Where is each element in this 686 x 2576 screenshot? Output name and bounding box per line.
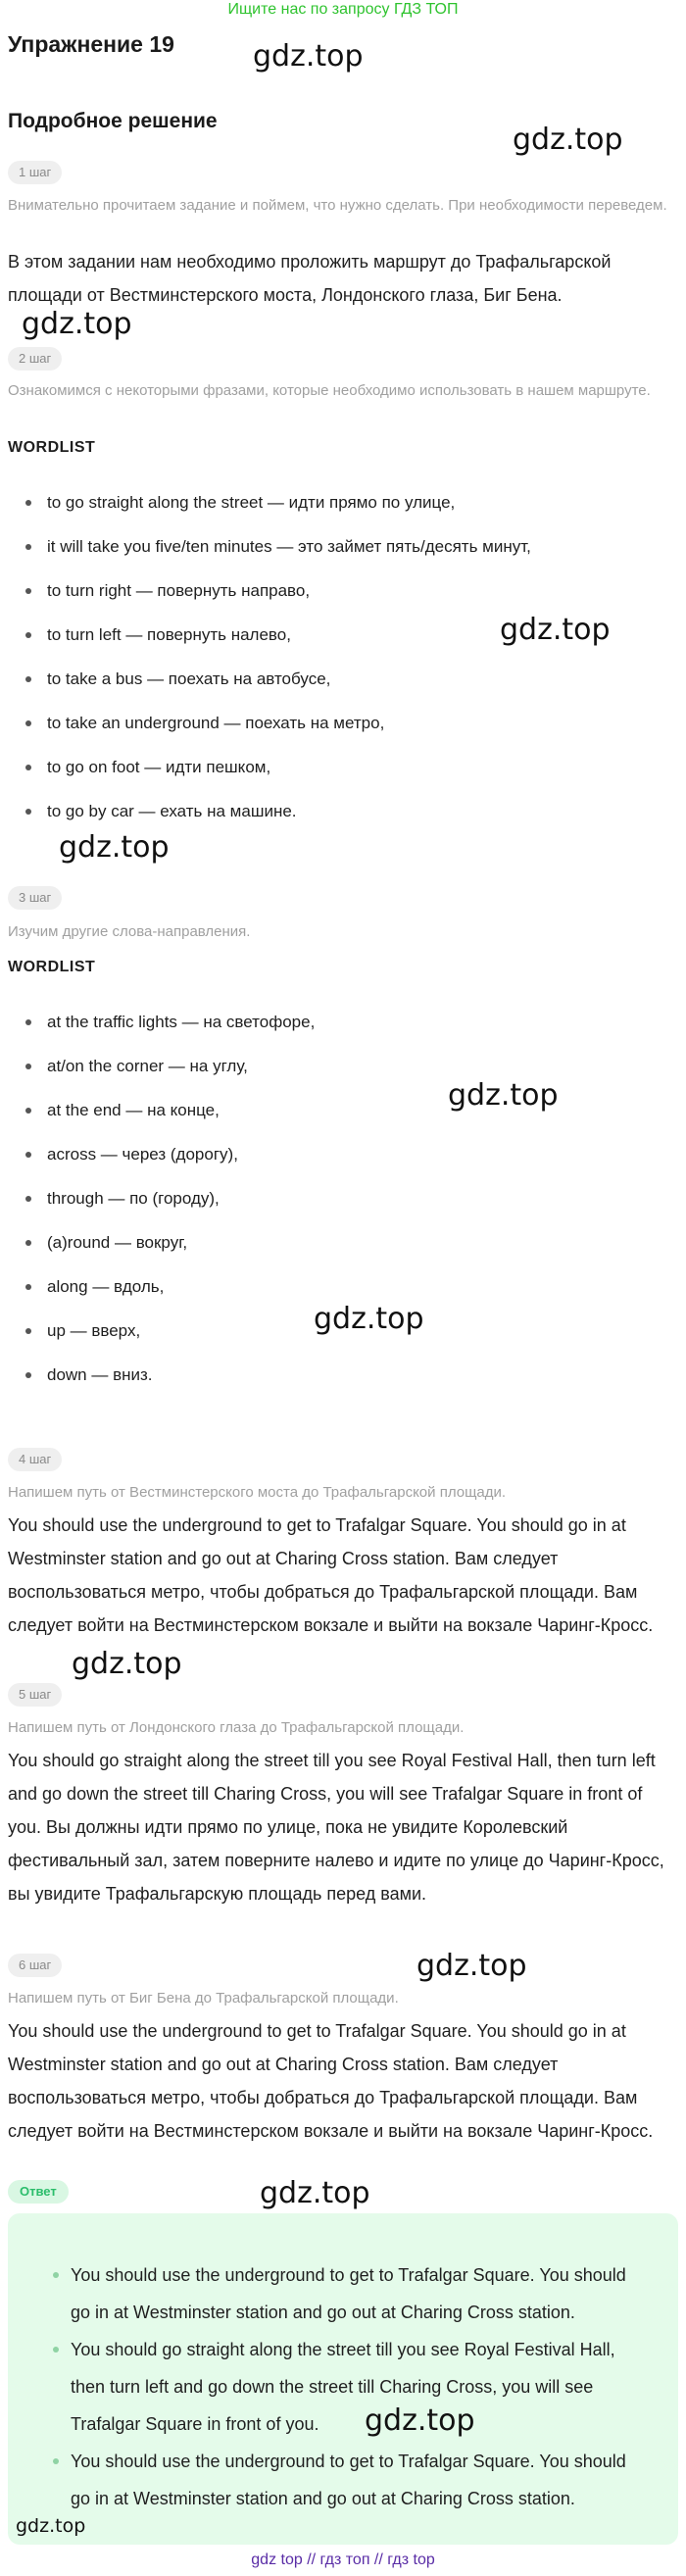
bullet-icon: [53, 2347, 59, 2353]
top-banner: Ищите нас по запросу ГДЗ ТОП: [227, 1, 459, 18]
bullet-icon: [25, 544, 31, 550]
solution-title: Подробное решение: [8, 110, 218, 132]
step-2-label: 2 шаг: [8, 347, 62, 371]
bullet-icon: [25, 1152, 31, 1158]
step-3-wordlist-title: WORDLIST: [8, 959, 96, 975]
bullet-icon: [25, 500, 31, 506]
step-5-label: 5 шаг: [8, 1683, 62, 1707]
bullet-icon: [25, 1108, 31, 1114]
bullet-icon: [25, 1328, 31, 1334]
bullet-icon: [25, 632, 31, 638]
footer-links[interactable]: gdz top // гдз топ // гдз top: [251, 2551, 435, 2568]
step-1-label: 1 шаг: [8, 161, 62, 184]
exercise-title: Упражнение 19: [8, 31, 174, 57]
step-5-note: Напишем путь от Лондонского глаза до Трафальгарской площади.: [8, 1719, 465, 1736]
watermark: gdz.top: [253, 39, 364, 74]
bullet-icon: [25, 765, 31, 770]
watermark: gdz.top: [513, 123, 623, 157]
step-6-text: You should use the underground to get to Trafalgar Square. You should go in at Westminster station and go out at Charing Cross station. Вам следует воспользоваться метро, чтобы добраться до Трафальгарской площади. Вам следует войти на Вестминстерском вокзале и выйти на вокзале Чаринг-Кросс.: [8, 2021, 654, 2141]
watermark: gdz.top: [72, 1647, 182, 1681]
bullet-icon: [25, 1284, 31, 1290]
watermark: gdz.top: [448, 1078, 559, 1113]
step-3-note: Изучим другие слова-направления.: [8, 923, 251, 940]
watermark: gdz.top: [416, 1949, 527, 1983]
bullet-icon: [25, 1240, 31, 1246]
watermark: gdz.top: [16, 2515, 86, 2537]
bullet-icon: [25, 809, 31, 815]
step-6-note: Напишем путь от Биг Бена до Трафальгарской площади.: [8, 1990, 399, 2006]
bullet-icon: [25, 1372, 31, 1378]
watermark: gdz.top: [260, 2176, 370, 2210]
bullet-icon: [25, 588, 31, 594]
bullet-icon: [25, 720, 31, 726]
step-6-label: 6 шаг: [8, 1954, 62, 1977]
watermark: gdz.top: [314, 1302, 424, 1336]
step-4-label: 4 шаг: [8, 1448, 62, 1471]
step-1-note: Внимательно прочитаем задание и поймем, что нужно сделать. При необходимости переведем.: [8, 197, 667, 214]
step-4-note: Напишем путь от Вестминстерского моста до Трафальгарской площади.: [8, 1484, 507, 1501]
answer-label: Ответ: [8, 2180, 69, 2204]
answer-item: You should use the underground to get to Trafalgar Square. You should go in at Westminster station and go out at Charing Cross station.: [71, 2265, 626, 2322]
watermark: gdz.top: [22, 307, 132, 341]
step-2-note: Ознакомимся с некоторыми фразами, которые необходимо использовать в нашем маршруте.: [8, 382, 651, 399]
answer-item: You should go straight along the street till you see Royal Festival Hall, then turn left and go down the street till Charing Cross, you will see Trafalgar Square in front of you.: [71, 2340, 615, 2434]
bullet-icon: [25, 1064, 31, 1069]
bullet-icon: [25, 676, 31, 682]
watermark: gdz.top: [59, 830, 170, 865]
bullet-icon: [53, 2458, 59, 2464]
step-4-text: You should use the underground to get to Trafalgar Square. You should go in at Westminster station and go out at Charing Cross station. Вам следует воспользоваться метро, чтобы добраться до Трафальгарской площади. Вам следует войти на Вестминстерском вокзале и выйти на вокзале Чаринг-Кросс.: [8, 1515, 654, 1635]
bullet-icon: [53, 2272, 59, 2278]
step-5-text: You should go straight along the street till you see Royal Festival Hall, then turn left and go down the street till Charing Cross, you will see Trafalgar Square in front of you. Вы должны идти прямо по улице, пока не увидите Королевский фестивальный зал, затем поверните налево и идите по улице до Чаринг-Кросс, вы увидите Трафальгарскую площадь перед вами.: [8, 1751, 664, 1904]
bullet-icon: [25, 1196, 31, 1202]
watermark: gdz.top: [500, 613, 611, 647]
step-2-wordlist-title: WORDLIST: [8, 439, 96, 456]
step-3-label: 3 шаг: [8, 886, 62, 910]
watermark: gdz.top: [365, 2403, 475, 2438]
answer-item: You should use the underground to get to Trafalgar Square. You should go in at Westminster station and go out at Charing Cross station.: [71, 2452, 626, 2508]
step-1-text: В этом задании нам необходимо проложить маршрут до Трафальгарской площади от Вестминстерского моста, Лондонского глаза, Биг Бена.: [8, 252, 612, 305]
bullet-icon: [25, 1019, 31, 1025]
